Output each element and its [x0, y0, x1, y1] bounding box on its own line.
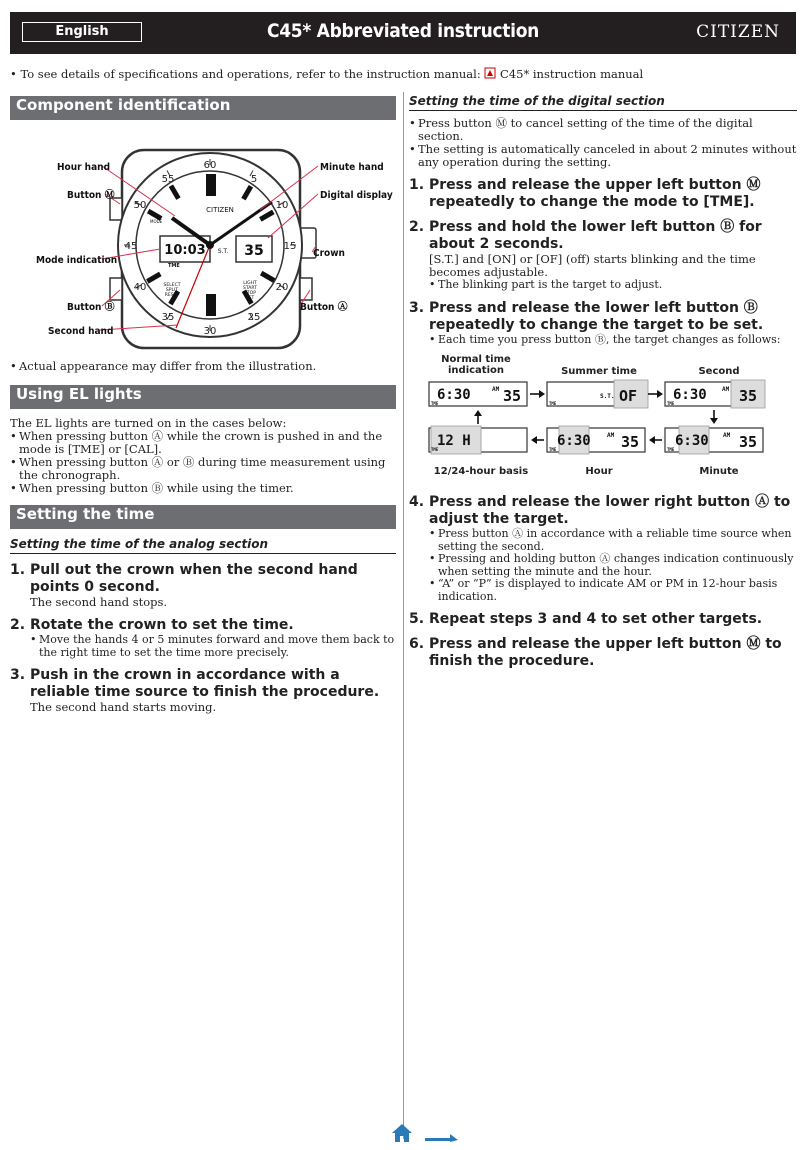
index-6	[206, 294, 216, 316]
sub-right-2: START	[243, 286, 257, 291]
left-column	[10, 96, 396, 714]
step-title: Pull out the crown when the second hand points 0 second.	[30, 562, 358, 595]
watch-illustration	[10, 128, 396, 356]
sub-left-1: SELECT	[163, 283, 181, 288]
bezel-numeral: 10	[275, 200, 289, 211]
step-number: 2.	[10, 617, 26, 633]
bezel-numeral: 30	[203, 326, 217, 337]
diagram-label-basis: 12/24-hour basis	[433, 466, 529, 477]
label-button-a: Button Ⓐ	[300, 302, 348, 313]
section-setting-heading: Setting the time	[10, 505, 396, 529]
lcd-mode-tag: TME	[431, 447, 439, 452]
lcd-time-value: 6:30	[437, 387, 471, 403]
lcd-seconds: 35	[244, 243, 264, 259]
lcd-st-value: S.T.	[600, 393, 615, 400]
bezel-numeral: 5	[250, 174, 258, 185]
lcd-time-value: 6:30	[673, 387, 707, 403]
lcd-mode-tag: TME	[549, 447, 557, 452]
lcd-am: AM	[723, 432, 731, 439]
lcd-mode-tag: TME	[549, 401, 557, 406]
step-bullet: • Each time you press button Ⓑ, the target changes as follows:	[429, 334, 797, 347]
lcd-of-value: OF	[619, 387, 638, 405]
column-divider	[403, 92, 404, 1139]
bezel-numeral: 35	[161, 312, 175, 323]
bezel-numeral: 45	[124, 241, 138, 252]
step-title: Press and release the upper left button Ⓜ repeatedly to change the mode to [TME].	[429, 177, 761, 210]
lcd-mode-tag: TME	[667, 401, 675, 406]
section-component-heading: Component identification	[10, 96, 396, 120]
digital-step-6	[409, 636, 797, 670]
el-list	[10, 430, 396, 495]
step-body: The second hand starts moving.	[30, 700, 217, 714]
right-column	[409, 92, 797, 670]
step-title: Press and release the lower left button Ⓑ repeatedly to change the target to be set.	[429, 299, 764, 333]
language-label: English	[22, 22, 142, 42]
label-button-b: Button Ⓑ	[67, 302, 115, 313]
lcd-sec-value: 35	[739, 387, 758, 405]
step-number: 1.	[409, 177, 425, 193]
lcd-sec-value: 35	[739, 433, 758, 451]
digital-step-5	[409, 611, 797, 628]
step-body: The second hand stops.	[30, 595, 168, 609]
label-second-hand: Second hand	[48, 326, 114, 337]
lcd-am: AM	[492, 386, 500, 393]
diagram-label-normal: Normal time indication	[441, 354, 511, 376]
sub-right-4: SET	[245, 296, 255, 301]
component-note: • Actual appearance may differ from the illustration.	[10, 360, 396, 373]
intro-text: To see details of specifications and operations, refer to the instruction manual:	[20, 67, 481, 81]
lcd-sec-value: 35	[503, 387, 522, 405]
digital-intro-list	[409, 117, 797, 169]
step-bullet: • “A” or “P” is displayed to indicate AM or PM in 12-hour basis indication.	[429, 578, 797, 603]
sub-right-1: LIGHT	[243, 281, 257, 286]
bezel-numeral: 25	[247, 312, 261, 323]
digital-bullet: • The setting is automatically canceled in about 2 minutes without any operation during the setting.	[409, 143, 797, 169]
bezel-numeral: 55	[161, 174, 175, 185]
dial-brand: CITIZEN	[206, 206, 234, 214]
index-12	[206, 174, 216, 196]
el-intro: The EL lights are turned on in the cases below:	[10, 416, 287, 430]
diagram-label-minute: Minute	[699, 466, 739, 477]
step-title: Press and release the upper left button Ⓜ to finish the procedure.	[429, 636, 782, 669]
label-digital-display: Digital display	[320, 190, 393, 201]
step-number: 2.	[409, 219, 425, 235]
next-page-icon[interactable]	[425, 1134, 458, 1142]
analog-step-1	[10, 562, 396, 596]
step-bullet: • Pressing and holding button Ⓐ changes indication continuously when setting the minute and the hour.	[429, 553, 797, 578]
bezel-numeral: 60	[203, 160, 217, 171]
intro-line: • To see details of specifications and operations, refer to the instruction manual: C45* instruction manual	[10, 67, 644, 81]
label-button-m: Button Ⓜ	[67, 190, 115, 201]
manual-link[interactable]: C45* instruction manual	[500, 67, 644, 81]
label-mode-indication: Mode indication	[36, 255, 118, 266]
brand-logo: CITIZEN	[696, 22, 780, 42]
sub-left-3: RESET	[164, 293, 180, 298]
mode-text: MODE	[150, 219, 163, 224]
diagram-label-summer: Summer time	[561, 366, 637, 377]
step-title: Rotate the crown to set the time.	[30, 617, 294, 633]
step-bullet: • The blinking part is the target to adjust.	[429, 279, 797, 292]
lcd-mode-tag: TME	[667, 447, 675, 452]
digital-subheading: Setting the time of the digital section	[409, 94, 797, 111]
step-number: 6.	[409, 636, 425, 652]
digital-step-2	[409, 219, 797, 253]
footer-nav	[392, 1122, 462, 1148]
lcd-mode: TME	[168, 263, 180, 269]
lcd-mode-tag: TME	[431, 401, 439, 406]
lcd-time-value: 6:30	[675, 433, 709, 449]
lcd-sec-value: 35	[621, 433, 640, 451]
el-item: • When pressing button Ⓑ while using the timer.	[10, 482, 396, 495]
lcd-time: 10:03	[164, 243, 206, 258]
bezel-numeral: 40	[133, 282, 147, 293]
section-el-heading: Using EL lights	[10, 385, 396, 409]
el-item: • When pressing button Ⓐ or Ⓑ during time measurement using the chronograph.	[10, 456, 396, 482]
target-cycle-diagram	[409, 354, 797, 484]
pdf-icon[interactable]	[484, 67, 496, 79]
step-body: [S.T.] and [ON] or [OF] (off) starts blinking and the time becomes adjustable.	[429, 252, 756, 279]
step-title: Repeat steps 3 and 4 to set other targets.	[429, 611, 763, 627]
digital-step-3	[409, 300, 797, 334]
sub-right-3: STOP	[244, 291, 256, 296]
step-title: Push in the crown in accordance with a reliable time source to finish the procedure.	[30, 667, 380, 700]
hand-pivot	[206, 241, 214, 249]
bezel-numeral: 15	[283, 241, 297, 252]
label-hour-hand: Hour hand	[57, 162, 111, 173]
diagram-label-second: Second	[698, 366, 740, 377]
step-number: 4.	[409, 494, 425, 510]
label-crown: Crown	[313, 248, 345, 259]
home-icon[interactable]	[392, 1124, 412, 1142]
lcd-st: S.T.	[217, 248, 229, 255]
step-number: 3.	[10, 667, 26, 683]
bezel-numeral: 20	[275, 282, 289, 293]
step-bullet: • Move the hands 4 or 5 minutes forward and move them back to the right time to set the time more precisely.	[30, 634, 396, 659]
bezel-numeral: 50	[133, 200, 147, 211]
digital-step-4	[409, 494, 797, 528]
analog-subheading: Setting the time of the analog section	[10, 537, 396, 554]
step-title: Press and release the lower right button Ⓐ to adjust the target.	[429, 494, 791, 527]
lcd-am: AM	[722, 386, 730, 393]
digital-step-1	[409, 177, 797, 211]
sub-left-2: SPLIT	[165, 288, 179, 293]
step-number: 3.	[409, 299, 425, 316]
lcd-time-value: 6:30	[557, 433, 591, 449]
lcd-basis-value: 12 H	[437, 433, 471, 449]
analog-step-2	[10, 617, 396, 634]
step-title: Press and hold the lower left button Ⓑ for about 2 seconds.	[429, 219, 762, 252]
lcd-am: AM	[607, 432, 615, 439]
el-item: • When pressing button Ⓐ while the crown is pushed in and the mode is [TME] or [CAL].	[10, 430, 396, 456]
digital-bullet: • Press button Ⓜ to cancel setting of the time of the digital section.	[409, 117, 797, 143]
header-bar	[10, 12, 796, 54]
step-number: 1.	[10, 562, 26, 578]
label-minute-hand: Minute hand	[320, 162, 384, 173]
step-bullet: • Press button Ⓐ in accordance with a reliable time source when setting the second.	[429, 528, 797, 553]
diagram-label-hour: Hour	[585, 466, 613, 477]
page-title: C45* Abbreviated instruction	[266, 20, 540, 42]
analog-step-3	[10, 667, 396, 701]
step-number: 5.	[409, 611, 425, 627]
